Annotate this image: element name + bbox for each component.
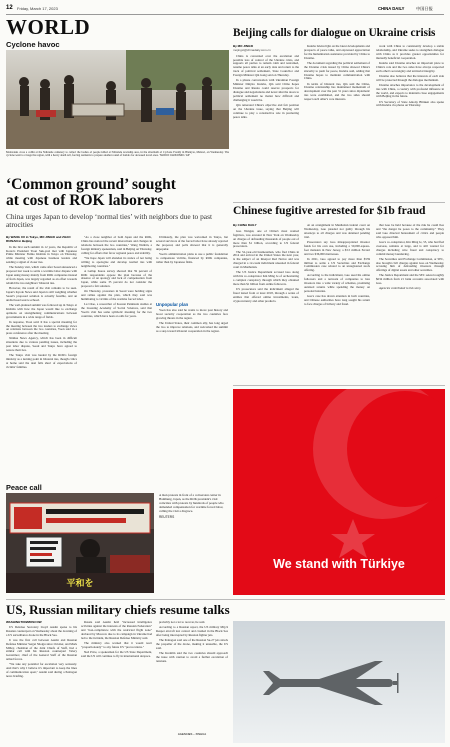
section-title: WORLD [6, 15, 91, 39]
beijing-column-3: work with China to consistently develop a stable relationship, and Ukraine seeks to strengthen dialogue with China as it provides greater opportunities for mutually beneficial cooperation. Kuleba said Ukraine attaches an important place to China's role and the two sides have always respected each other's sovereignty and territorial integrity. Ukraine also believes that the interests of each side will be protected through the dialogue mechanism. Ukraine attaches importance to the development of ties with China, a country with profound influence in the world, and expects to maintain close engagements with Beijing in the future. US Secretary of State Antony Blinken also spoke with Kuleba via phone on Thursday. [376, 45, 444, 108]
drone-top-rule [6, 599, 445, 600]
cyclone-caption: Malawians cross a coffin at the Ndirande cemetery to collect the bodies of people killed at Ndirande township area, in the aftermath of Cyclone Freddy in Blantyre, Malawi, on Wednesday. The cyclone went to ravage the region, with a heavy death toll, forcing residents to prepare another round of burials for deceased loved ones. THOKO CHIKONDI / AP [6, 151, 229, 158]
fugitive-body-1: Guo Wengui, one of China's most wanted fugitives, was arrested in New York on Wednesday on charges of defrauding thousands of people out of more than $1 billion, according to US federal prosecutors. The 52-year-old businessman, who fled China in 2014 and arrived in the United States the next year, is the subject of an Interpol Red Notice and was charged in a 12-count indictment unsealed in federal court in Manhattan. The US Justice Department accused Guo along with his co-conspirator Kin Ming Je of orchestrating a complex conspiracy through which they obtained more than $1 billion from online followers. US prosecutors said the indictment alleged the fraud lasted from at least 2018, through a series of entities that offered online investments, loans, cryptocurrency and other products. [233, 229, 299, 303]
rok-headline: ‘Common ground’ sought at cost of ROK laborers [6, 176, 176, 209]
drone-column-2: Russia said Austin held "increased intelligence activities against the interests of the Russian Federation" and "non-compliance with the restricted flight zone" declared by Moscow due to its campaign in Ukraine had led to the incident, the Russian Defense Ministry said. The ministry also warned that it would react "proportionately" to any future US "provocations." Ned Price, a spokesman for the US State Department, said the US will continue to fly in international airspace. [81, 621, 152, 658]
rok-column-2: "As a close neighbor of both Japan and the ROK, China has noticed the recent interactions and changes in relations between the two countries," Wang Wenbin, a foreign ministry spokesman, said in Beijing on Thursday, calling for efforts that favor regional peace and stability. "We hope Japan will abandon its stance of not being willing to apologize and develop normal ties with neighboring countries." A Gallup Korea survey showed that 59 percent of ROK respondents oppose the plan because of the absence of an apology and lack of compensation from Japan, while some 35 percent do not consider the proposal a fair solution. On Thursday, protesters in Seoul were holding signs and rallies against the plan, which they said was humiliating to victims of the wartime forced labor. Lu Chao, a researcher of Korean Peninsula studies at the Liaoning Academy of Social Sciences, said that Yoon's visit has some symbolic meaning for the two countries, which have been at odds for years. [81, 236, 152, 318]
beijing-headline: Beijing calls for dialogue on Ukraine crisis [233, 27, 436, 39]
beijing-column-2: Kuleba briefed Qin on the latest developments and prospects of peace talks, and expressed appreciation for the humanitarian assistance provided by China to Ukraine. The document regarding the political settlement of the Ukraine crisis issued by China showed China's sincerity to push for peace, Kuleba said, adding that Ukraine hopes to maintain communication with China. In terms of bilateral ties, Qin said the China-Ukraine relationship has maintained momentum of development over the past 31 years since diplomatic ties were established, and the two sides should respect each other's core interests. [304, 45, 370, 102]
fugitive-headline: Chinese fugitive arrested for $1b fraud [233, 204, 426, 217]
rok-deck: China urges Japan to develop ‘normal ties’ with neighbors due to past atrocities [6, 212, 213, 230]
paper-name: CHINA DAILY [378, 6, 405, 11]
rok-body-1: In the first such summit in 12 years, the Republic of Korea's President Yoon Suk-yeol met with Japanese Prime Minister Fumio Kishida in Tokyo on Thursday, while meeting with Japanese business leaders and sending a signal of closer ties. The Sunday visit, which came after Seoul announced a proposal last week to settle a wartime labor dispute with Japan using money mainly from ROK companies instead of from Japan, was largely regarded as an effort towards rebuild the two neighbors' bilateral ties. However, the result of the visit remains to be seen. Japan's Kyodo News said Japan is still weighing whether Seoul's proposed solution is actually feasible, and an undisclosed source echoed. The well-planned summit was followed up in Tokyo at Kishida with how the Japan would like to exchange opinions on strengthening communications between governments in a wide range of fields. In response, Yoon said: It has a special meaning for the meeting between the two leaders to exchange views on relations between the two countries, Yoon said in a press conference after the meeting. Xinhua News Agency, which has been in difficult situations due to various pending issues, including the past labor dispute, Seoul and Tokyo have agreed to restore their ties. The Tokyo visit was lauded by the ROK's foreign ministry as a turning point in bilateral ties, though critics at home said the deal falls short of expectations of victims' families. [6, 245, 77, 369]
beijing-byline: By MO JINGXI [233, 44, 254, 48]
drone-body-3: probably not a lot to recover, he said. According to a Russian report, the US military MQ-9 Reaper aircraft lost contact and crashed in the Black Sea after being intercepted by Russian fighter jets. The Pentagon said one of the Russian Su-27 jets struck the propeller of the drone, making it unusable, the US said. The Kremlin said the two countries should approach the issue with caution to avoid a further escalation of tensions. [156, 621, 228, 663]
page-number: 12 [6, 5, 13, 11]
rok-column-1 [6, 236, 77, 479]
peace-caption: A man protests in front of a conversion center in Hamhung, Japan, as the ROK president's visit coincides with protests by hundreds of people who demanded compensation for wartime forced labor, calling the visit a disgrace. REUTERS [159, 493, 224, 519]
peace-banner-text: 平和を [66, 579, 94, 589]
peace-photo [6, 493, 154, 593]
drone-credit: AGENCIES – XINHUA [177, 732, 207, 736]
drone-headline: US, Russian military chiefs resume talks [6, 602, 230, 617]
rok-column-3 [156, 236, 228, 479]
drone-column-3 [156, 621, 228, 743]
rok-subhead: Unpopular plan [156, 302, 189, 307]
cyclone-photo [6, 50, 229, 149]
beijing-body-1: China is concerned over the escalation and possible loss of control of the Ukraine crisis, and supports all parties to remain calm and restrained, resume peace talks at an early date and return to the track of political settlement, State Councilor and Foreign Minister Qin Gang said on Thursday. In a phone conversation with Ukrainian Foreign Minister Dmytro Kuleba, Qin said China hopes Ukraine and Russia could reserve prospects for dialogue and negotiations and never shut the doors to political settlement no matter how difficult and challenging it would be. Qin reiterated China's objective and fair position on the Ukraine issue, saying that Beijing will continue to play a constructive role in promoting peace talks. [233, 54, 299, 119]
fugitive-column-2: At an arraignment in Manhattan federal court on Wednesday, Guo pleaded not guilty through his attorneys to all charges and was detained pending trial. Prosecutors say Guo misappropriated investor funds for his own use, including a 50,000-square-foot mansion in New Jersey, a $3.5 million Ferrari and two $36,000 mattresses. In 2021, Guo agreed to pay more than $539 million to settle a US Securities and Exchange Commission case related to an unregistered stock offering. According to the indictment, Guo used his online followers and a network of companies to lure investors into a wide variety of schemes, promising outsized returns while spending the money on personal luxuries. Guo's case has drawn attention in both countries, and Chinese authorities have long sought his return to face charges of bribery and fraud. [304, 224, 370, 306]
drone-photo [233, 621, 445, 743]
rok-body-3b: Yoon has also said he wants to move past history and boost security cooperation as the two countries face growing threats in the region. The United States, their common ally, has long urged the two to improve relations, and welcomed the summit as a step toward trilateral cooperation in the region. [156, 309, 228, 333]
drone-column-1 [6, 621, 77, 743]
issue-date: Friday, March 17, 2023 [17, 6, 58, 11]
fugitive-column-1 [233, 224, 299, 382]
drone-dateline: WASHINGTON/MOSCOW [6, 620, 42, 624]
rok-body-3a: Ultimately, the plan was welcomed in Tokyo, but several survivors of the forced labor have already rejected the proposal, and polls showed that it is generally unpopular. Yoon's administration plans to use a public foundation to compensate victims, financed by ROK companies, rather than by Japanese firms. [156, 236, 228, 264]
cyclone-title: Cyclone havoc [6, 40, 60, 49]
beijing-column-1 [233, 45, 299, 200]
beijing-divider [233, 202, 445, 203]
drone-body-1: US Defense Secretary Lloyd Austin spoke to his Russian counterpart on Wednesday about the downing of a US surveillance drone in the Black Sea. It was the first call between Austin and Russian Defense Minister Sergei Shoigu since October, and Mark Milley, chairman of the Joint Chiefs of Staff, had a similar call with his Russian counterpart Valery Gerasimov, chief of the General Staff of the Russian armed forces. "We take any potential for escalation very seriously. And that's why I believe it's important to keep the lines of communication open," Austin said during a Pentagon news briefing. [6, 625, 77, 679]
peace-title: Peace call [6, 483, 42, 492]
paper-name-chinese: 中国日报 [416, 6, 433, 11]
fugitive-byline: By CHINA DAILY [233, 223, 257, 227]
turkiye-text: We stand with Türkiye [273, 557, 405, 571]
rok-byline: By WANG XU in Tokyo, MO JINGXI and ZHAO RUINAN in Beijing [6, 235, 71, 243]
turkiye-banner [233, 389, 445, 595]
masthead [6, 5, 444, 15]
fugitive-divider [233, 385, 445, 386]
beijing-email: mojingxi@chinadaily.com.cn [233, 47, 271, 52]
fugitive-column-3: that Guo be held because of the risk he could flee and "the danger he poses to the community." They said Guo directed harassment of critics and people who opposed him. Guo's co-conspirator, Kin Ming Je, 55, who had fled overseas, remains at large, and is still wanted for charges including wire fraud and conspiracy to commit money laundering. The Securities and Exchange Commission, or SEC, also brought civil charges against Guo on Wednesday, accusing him of defrauding investors through offerings of digital assets and other securities. The Justice Department and the SEC seized roughly $634 million from 21 bank accounts associated with Guo. Agencies contributed to this story. [376, 224, 444, 291]
